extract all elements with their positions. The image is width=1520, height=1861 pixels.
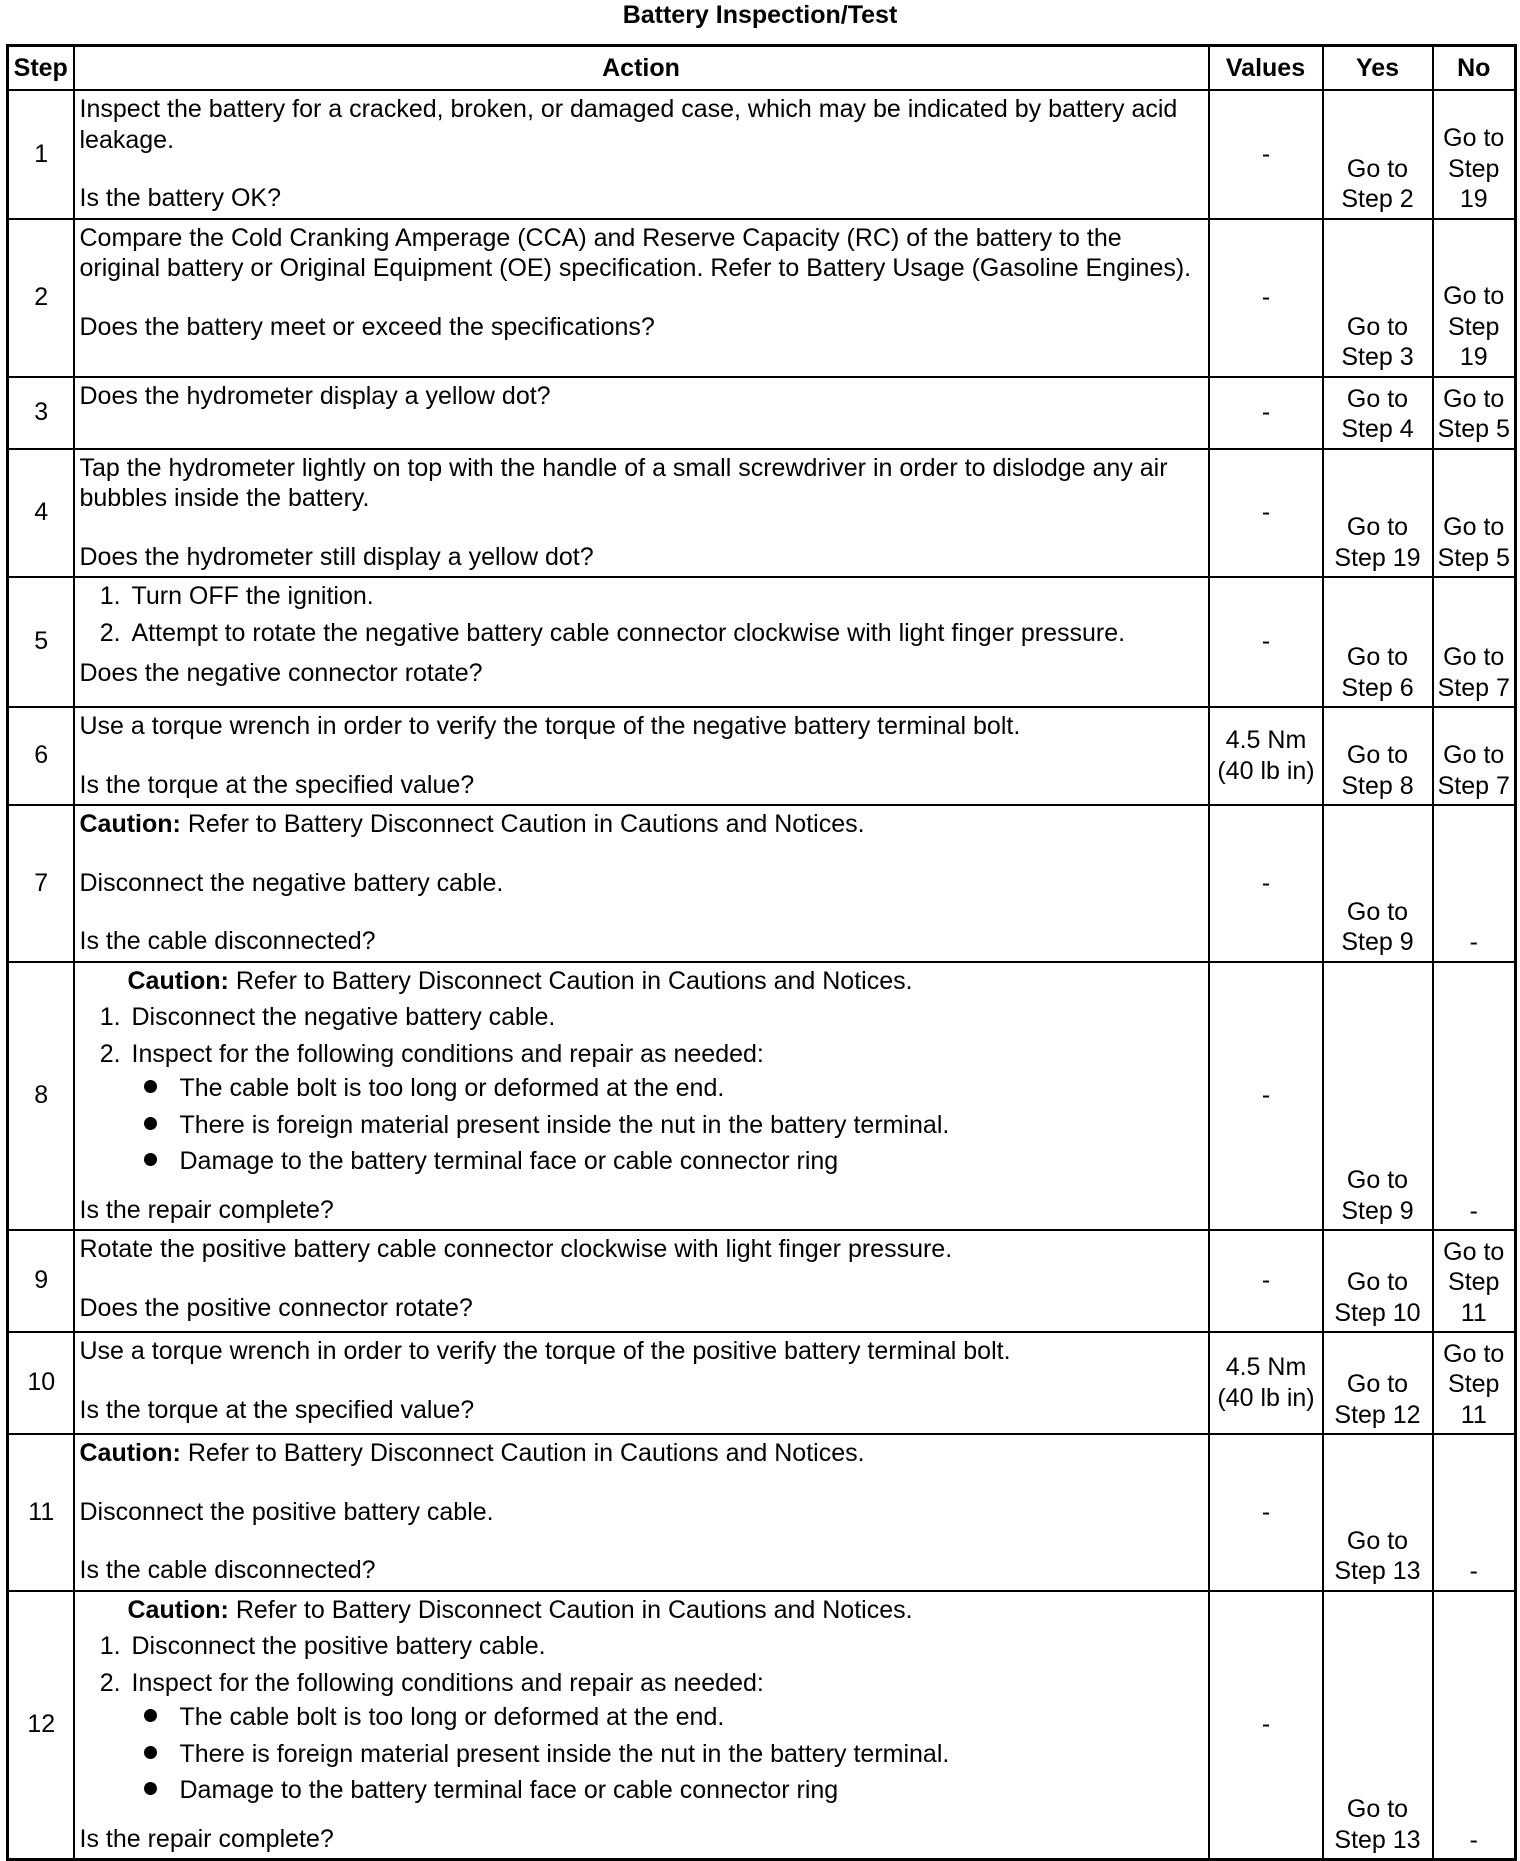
value-cell: 4.5 Nm (40 lb in) bbox=[1209, 1332, 1323, 1434]
no-cell: Go to Step 7 bbox=[1433, 707, 1516, 805]
bullet-text: Damage to the battery terminal face or cable connector ring bbox=[179, 1147, 839, 1175]
yes-cell: Go to Step 6 bbox=[1323, 577, 1433, 707]
action-cell bbox=[74, 219, 1209, 377]
step-number: 7 bbox=[8, 805, 74, 962]
value-cell: 4.5 Nm (40 lb in) bbox=[1209, 707, 1323, 805]
bullet-item bbox=[176, 1146, 1204, 1177]
action-cell bbox=[74, 1332, 1209, 1434]
action-cell bbox=[74, 577, 1209, 707]
step-number: 12 bbox=[8, 1591, 74, 1860]
step-number: 2 bbox=[8, 219, 74, 377]
yes-cell: Go to Step 10 bbox=[1323, 1230, 1433, 1332]
action-cell bbox=[74, 377, 1209, 449]
action-question: Does the negative connector rotate? bbox=[79, 659, 483, 687]
list-item-text: Inspect for the following conditions and repair as needed: bbox=[131, 1039, 764, 1068]
bullet-icon bbox=[144, 1117, 157, 1130]
bullet-icon bbox=[144, 1709, 157, 1722]
action-question: Does the hydrometer still display a yellow dot? bbox=[79, 542, 594, 571]
caution-label: Caution: bbox=[79, 1439, 181, 1467]
caution-note bbox=[80, 809, 1204, 840]
value-cell: - bbox=[1209, 1230, 1323, 1332]
numbered-list bbox=[80, 1002, 1204, 1177]
bullet-text: The cable bolt is too long or deformed at the end. bbox=[179, 1074, 725, 1102]
numbered-list bbox=[80, 581, 1204, 648]
action-question: Is the cable disconnected? bbox=[79, 927, 376, 955]
list-item: 2. Attempt to rotate the negative battery cable connector clockwise with light finger pressure. bbox=[128, 618, 1204, 649]
action-text: Use a torque wrench in order to verify the torque of the positive battery terminal bolt. bbox=[79, 1337, 1011, 1365]
yes-cell: Go to Step 3 bbox=[1323, 219, 1433, 377]
action-text: Disconnect the positive battery cable. bbox=[79, 1497, 494, 1526]
value-cell: - bbox=[1209, 962, 1323, 1231]
yes-cell: Go to Step 9 bbox=[1323, 962, 1433, 1231]
table-row bbox=[8, 219, 1516, 377]
yes-cell: Go to Step 8 bbox=[1323, 707, 1433, 805]
yes-cell: Go to Step 2 bbox=[1323, 90, 1433, 219]
step-number: 3 bbox=[8, 377, 74, 449]
step-number: 10 bbox=[8, 1332, 74, 1434]
action-cell bbox=[74, 1230, 1209, 1332]
no-cell: - bbox=[1433, 1434, 1516, 1591]
bullet-icon bbox=[144, 1080, 157, 1093]
action-question: Is the repair complete? bbox=[79, 1824, 334, 1853]
table-row bbox=[8, 90, 1516, 219]
yes-cell: Go to Step 13 bbox=[1323, 1434, 1433, 1591]
step-number: 1 bbox=[8, 90, 74, 219]
step-number: 5 bbox=[8, 577, 74, 707]
value-cell: - bbox=[1209, 219, 1323, 377]
bullet-icon bbox=[144, 1153, 157, 1166]
value-cell: - bbox=[1209, 449, 1323, 578]
list-item-text: Inspect for the following conditions and repair as needed: bbox=[131, 1668, 764, 1697]
table-row bbox=[8, 377, 1516, 449]
step-number: 6 bbox=[8, 707, 74, 805]
step-number: 11 bbox=[8, 1434, 74, 1591]
header-step: Step bbox=[8, 46, 74, 91]
caution-label: Caution: bbox=[127, 1595, 229, 1624]
action-cell bbox=[74, 1591, 1209, 1860]
action-cell bbox=[74, 805, 1209, 962]
no-cell: - bbox=[1433, 805, 1516, 962]
bullet-list bbox=[132, 1702, 1204, 1806]
header-no: No bbox=[1433, 46, 1516, 91]
action-cell bbox=[74, 962, 1209, 1231]
caution-text: Refer to Battery Disconnect Caution in Cautions and Notices. bbox=[187, 810, 865, 838]
value-cell: - bbox=[1209, 377, 1323, 449]
no-cell: - bbox=[1433, 962, 1516, 1231]
no-cell: Go to Step 11 bbox=[1433, 1230, 1516, 1332]
caution-note bbox=[80, 1595, 1204, 1626]
bullet-list bbox=[132, 1073, 1204, 1177]
header-values: Values bbox=[1209, 46, 1323, 91]
value-cell: - bbox=[1209, 1434, 1323, 1591]
table-row bbox=[8, 577, 1516, 707]
yes-cell: Go to Step 13 bbox=[1323, 1591, 1433, 1860]
table-row bbox=[8, 449, 1516, 578]
value-cell: - bbox=[1209, 90, 1323, 219]
no-cell: Go to Step 5 bbox=[1433, 449, 1516, 578]
bullet-text: There is foreign material present inside the nut in the battery terminal. bbox=[179, 1110, 950, 1139]
action-question: Is the torque at the specified value? bbox=[79, 1395, 475, 1424]
table-row bbox=[8, 1434, 1516, 1591]
bullet-icon bbox=[144, 1746, 157, 1759]
value-cell: - bbox=[1209, 1591, 1323, 1860]
bullet-item bbox=[176, 1775, 1204, 1806]
action-question: Does the battery meet or exceed the specifications? bbox=[79, 312, 655, 341]
list-item: 1. Disconnect the positive battery cable. bbox=[128, 1631, 1204, 1662]
caution-note bbox=[80, 966, 1204, 997]
caution-label: Caution: bbox=[79, 810, 181, 838]
yes-cell: Go to Step 9 bbox=[1323, 805, 1433, 962]
header-row bbox=[8, 46, 1516, 91]
list-item: 1. Disconnect the negative battery cable. bbox=[128, 1002, 1204, 1033]
bullet-item bbox=[176, 1739, 1204, 1770]
action-question: Does the positive connector rotate? bbox=[79, 1293, 473, 1322]
header-yes: Yes bbox=[1323, 46, 1433, 91]
action-text: Disconnect the negative battery cable. bbox=[79, 868, 504, 897]
no-cell: Go to Step 7 bbox=[1433, 577, 1516, 707]
battery-test-table bbox=[6, 44, 1517, 1861]
no-cell: Go to Step 11 bbox=[1433, 1332, 1516, 1434]
value-cell: - bbox=[1209, 805, 1323, 962]
step-number: 4 bbox=[8, 449, 74, 578]
bullet-text: There is foreign material present inside the nut in the battery terminal. bbox=[179, 1739, 950, 1768]
table-row bbox=[8, 1591, 1516, 1860]
list-item bbox=[128, 1039, 1204, 1177]
no-cell: - bbox=[1433, 1591, 1516, 1860]
table-row bbox=[8, 707, 1516, 805]
action-text: Rotate the positive battery cable connector clockwise with light finger pressure. bbox=[79, 1235, 953, 1263]
header-action: Action bbox=[74, 46, 1209, 91]
table-row bbox=[8, 1332, 1516, 1434]
document-title: Battery Inspection/Test bbox=[622, 1, 898, 29]
caution-label: Caution: bbox=[127, 966, 229, 995]
yes-cell: Go to Step 19 bbox=[1323, 449, 1433, 578]
caution-text: Refer to Battery Disconnect Caution in Cautions and Notices. bbox=[235, 1595, 913, 1624]
action-question: Is the battery OK? bbox=[79, 184, 281, 212]
action-question: Does the hydrometer display a yellow dot? bbox=[79, 381, 551, 410]
yes-cell: Go to Step 4 bbox=[1323, 377, 1433, 449]
action-question: Is the repair complete? bbox=[79, 1195, 334, 1224]
action-cell bbox=[74, 90, 1209, 219]
step-number: 9 bbox=[8, 1230, 74, 1332]
action-question: Is the cable disconnected? bbox=[79, 1556, 376, 1584]
caution-text: Refer to Battery Disconnect Caution in Cautions and Notices. bbox=[235, 966, 913, 995]
action-question: Is the torque at the specified value? bbox=[79, 770, 475, 799]
action-text: Use a torque wrench in order to verify the torque of the negative battery terminal bolt. bbox=[79, 712, 1021, 740]
list-item: 1. Turn OFF the ignition. bbox=[128, 581, 1204, 612]
caution-note bbox=[80, 1438, 1204, 1469]
bullet-item bbox=[176, 1110, 1204, 1141]
list-item bbox=[128, 1668, 1204, 1806]
action-cell bbox=[74, 449, 1209, 578]
table-row bbox=[8, 1230, 1516, 1332]
yes-cell: Go to Step 12 bbox=[1323, 1332, 1433, 1434]
action-cell bbox=[74, 707, 1209, 805]
bullet-text: Damage to the battery terminal face or cable connector ring bbox=[179, 1776, 839, 1804]
caution-text: Refer to Battery Disconnect Caution in Cautions and Notices. bbox=[187, 1439, 865, 1467]
no-cell: Go to Step 19 bbox=[1433, 90, 1516, 219]
table-row bbox=[8, 962, 1516, 1231]
action-text: Tap the hydrometer lightly on top with the handle of a small screwdriver in order to dislodge any air bubbles inside the battery. bbox=[79, 453, 1168, 512]
bullet-icon bbox=[144, 1782, 157, 1795]
bullet-item bbox=[176, 1073, 1204, 1104]
bullet-text: The cable bolt is too long or deformed at the end. bbox=[179, 1703, 725, 1731]
action-cell bbox=[74, 1434, 1209, 1591]
numbered-list bbox=[80, 1631, 1204, 1806]
value-cell: - bbox=[1209, 577, 1323, 707]
step-number: 8 bbox=[8, 962, 74, 1231]
bullet-item bbox=[176, 1702, 1204, 1733]
action-text: Compare the Cold Cranking Amperage (CCA) and Reserve Capacity (RC) of the battery to the original battery or Original Equipment (OE) specification. Refer to Battery Usage (Gasoline Engines). bbox=[79, 223, 1192, 282]
table-row bbox=[8, 805, 1516, 962]
no-cell: Go to Step 5 bbox=[1433, 377, 1516, 449]
no-cell: Go to Step 19 bbox=[1433, 219, 1516, 377]
action-text: Inspect the battery for a cracked, broken, or damaged case, which may be indicated by battery acid leakage. bbox=[79, 95, 1178, 154]
